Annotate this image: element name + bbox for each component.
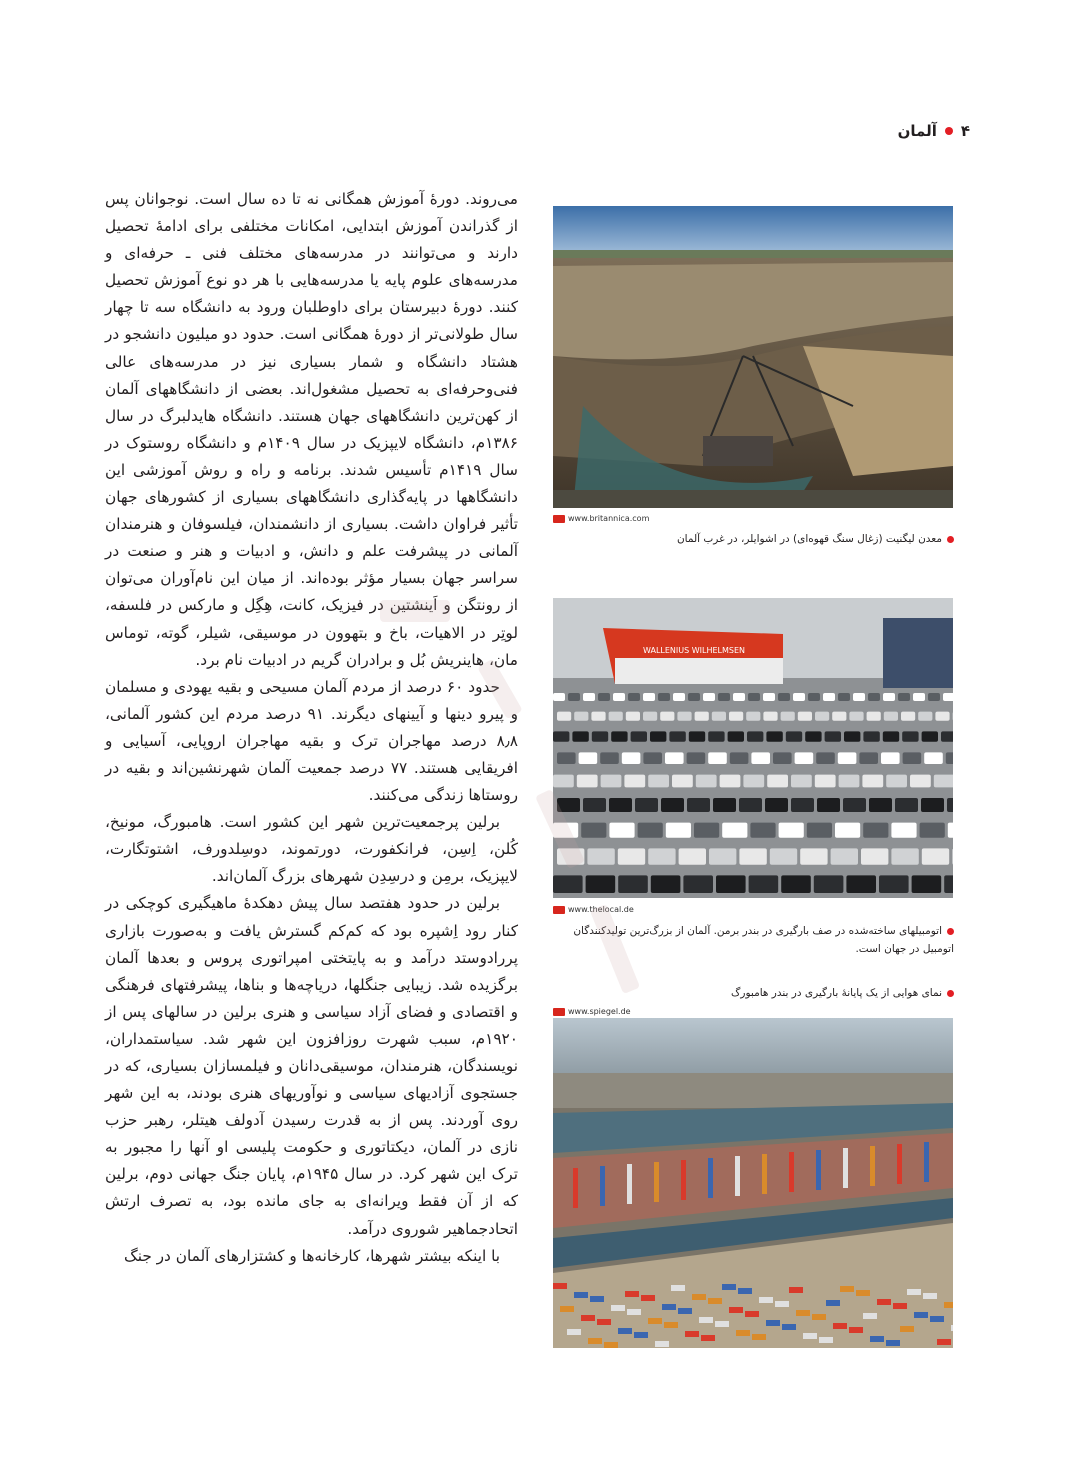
page-number: ۴ xyxy=(960,122,970,140)
photo-credit: www.spiegel.de xyxy=(553,1007,631,1016)
body-text xyxy=(105,186,518,1270)
photo-caption: نمای هوایی از یک پایانهٔ بارگیری در بندر هامبورگ xyxy=(554,984,954,1002)
chapter-title: آلمان xyxy=(897,122,937,140)
photo-caption: اتومبیلهای ساخته‌شده در صف بارگیری در بندر برمن. آلمان از بزرگ‌ترین تولیدکنندگان اتومبیل در جهان است. xyxy=(573,925,954,955)
paragraph: می‌روند. دورهٔ آموزش همگانی نه تا ده سال است. نوجوانان پس از گذراندن آموزش ابتدایی، امکانات مختلفی برای ادامهٔ تحصیل دارند و می‌توانند در مدرسه‌های مختلف فنی ـ حرفه‌ای و مدرسه‌های علوم پایه یا مدرسه‌هایی با هر دو نوع آموزش تحصیل کنند. دورهٔ دبیرستان برای داوطلبان ورود به دانشگاه سه تا چهار سال طولانی‌تر از دورهٔ همگانی است. حدود دو میلیون دانشجو در هشتاد دانشگاه و شمار بسیاری نیز در مدرسه‌های عالی فنی‌وحرفه‌ای به تحصیل مشغول‌اند. بعضی از دانشگاههای آلمان از کهن‌ترین دانشگاههای جهان هستند. دانشگاه هایدلبرگ در سال ۱۳۸۶م، دانشگاه لایپزیک در سال ۱۴۰۹م و دانشگاه روستوک در سال ۱۴۱۹م تأسیس شدند. برنامه و راه و روش آموزشی این دانشگاهها در پایه‌گذاری دانشگاههای بسیاری از کشورهای جهان تأثیر فراوان داشت. بسیاری از دانشمندان، فیلسوفان و هنرمندان آلمانی در پیشرفت علم و دانش، و ادبیات و هنر و صنعت در سراسر جهان بسیار مؤثر بوده‌اند. از میان این نام‌آوران می‌توان از رونتگن و اَینشتین در فیزیک، کانت، هِگِل و مارکس در فلسفه، لوتِر در الاهیات، باخ و بتهوون در موسیقی، شیلر، گوته، توماس مان، هاینریش بُل و برادران گریم در ادبیات نام برد. xyxy=(105,190,518,669)
publisher-logo-icon xyxy=(553,1008,565,1016)
photo-caption: معدن لیگنیت (زغال سنگ قهوه‌ای) در اشوایلر، در غرب آلمان xyxy=(554,530,954,548)
lignite-mine-photo xyxy=(553,206,953,508)
paragraph: با اینکه بیشتر شهرها، کارخانه‌ها و کشتزارهای آلمان در جنگ xyxy=(124,1246,500,1265)
bullet-dot-icon xyxy=(947,990,954,997)
paragraph: برلین در حدود هفتصد سال پیش دهکدهٔ ماهیگیری کوچکی در کنار رود اِشپره بود که کم‌کم گسترش یافت و به‌صورت بازاری پررادوستد درآمد و به پایتختی امپراتوری پروس و بعدها آلمان برگزیده شد. زیبایی جنگلها، دریاچه‌ها و بناها، پیشرفتهای فرهنگی و اقتصادی و فضای آزاد سیاسی و هنری برلین در سالهای پس از ۱۹۲۰م، سبب شهرت روزافزون این شهر شد. سیاستمداران، نویسندگان، هنرمندان، موسیقی‌دانان و فیلمسازان بسیاری، که در جستجوی آزادیهای سیاسی و نوآوریهای هنری بودند، به این شهر روی آوردند. پس از به قدرت رسیدن آدولف هیتلر، رهبر حزب نازی در آلمان، دیکتاتوری و حکومت پلیسی او آنها را مجبور به ترک این شهر کرد. در سال ۱۹۴۵م، پایان جنگ جهانی دوم، برلین که از آن فقط ویرانه‌ای به جای مانده بود، به تصرف ارتش اتحادجماهیر شوروی درآمد. xyxy=(105,894,518,1238)
paragraph: برلین پرجمعیت‌ترین شهر این کشور است. هامبورگ، مونیخ، کُلن، اِسِن، فرانکفورت، دورتموند، دوسِلدورف، اشتوتگارت، لایپزیک، برمِن و درسِدِن شهرهای بزرگ آلمان‌اند. xyxy=(105,813,518,886)
publisher-logo-icon xyxy=(553,906,565,914)
page-header xyxy=(898,122,970,140)
bullet-dot-icon xyxy=(945,127,953,135)
bullet-dot-icon xyxy=(947,928,954,935)
car-port-photo xyxy=(553,598,953,898)
ship-name: WALLENIUS WILHELMSEN xyxy=(643,646,746,655)
photo-credit: www.thelocal.de xyxy=(553,905,634,914)
hamburg-port-photo xyxy=(553,1018,953,1348)
bullet-dot-icon xyxy=(947,536,954,543)
paragraph: حدود ۶۰ درصد از مردم آلمان مسیحی و بقیه یهودی و مسلمان و پیرو دینها و آیینهای دیگرند. ۹۱ درصد مردم این کشور آلمانی، ۸٫۸ درصد مهاجران ترک و بقیه مهاجران اروپایی، آسیایی و افریقایی هستند. ۷۷ درصد جمعیت آلمان شهرنشین‌اند و بقیه در روستاها زندگی می‌کنند. xyxy=(105,677,518,805)
publisher-logo-icon xyxy=(553,515,565,523)
photo-credit: www.britannica.com xyxy=(553,514,649,523)
